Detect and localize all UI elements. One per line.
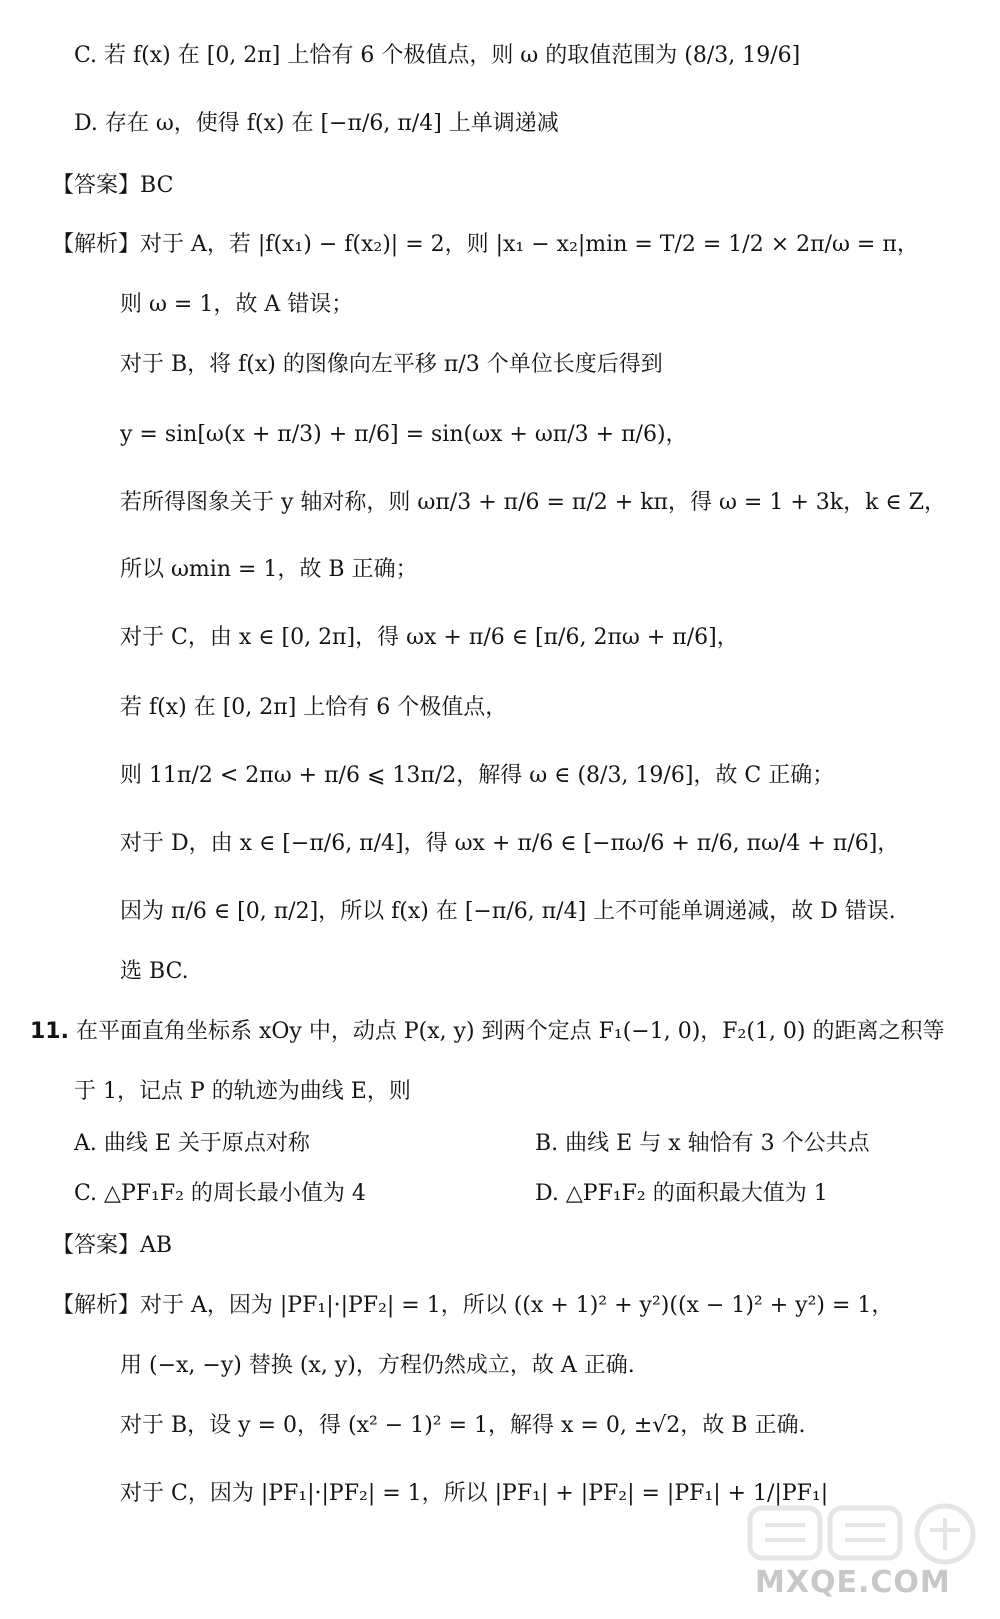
q10-answer — [52, 166, 173, 206]
analysis-text: y = sin[ω(x + π/3) + π/6] = sin(ωx + ωπ/3 + π/6)， — [120, 422, 688, 447]
q10-analysis-line-2 — [120, 345, 663, 385]
analysis-text: 所以 ωmin = 1，故 B 正确； — [120, 557, 418, 582]
analysis-text: 若 f(x) 在 [0, 2π] 上恰有 6 个极值点， — [120, 695, 508, 720]
analysis-text: 因为 π/6 ∈ [0, π/2]，所以 f(x) 在 [−π/6, π/4] 上不可能单调递减，故 D 错误. — [120, 899, 896, 924]
analysis-text: 对于 A，若 |f(x₁) − f(x₂)| = 2，则 |x₁ − x₂|min = T/2 = 1/2 × 2π/ω = π， — [140, 232, 919, 257]
answer-tag: 【答案】 — [52, 1233, 141, 1258]
q11-analysis-line-3 — [120, 1474, 828, 1514]
q10-analysis-line-8 — [120, 756, 834, 796]
analysis-text: 则 11π/2 < 2πω + π/6 ⩽ 13π/2，解得 ω ∈ (8/3, 19/6]，故 C 正确； — [120, 763, 835, 788]
analysis-tag: 【解析】 — [52, 1293, 141, 1318]
q11-option-d-text: D. △PF₁F₂ 的面积最大值为 1 — [535, 1181, 828, 1206]
q10-analysis-line-11 — [120, 952, 189, 992]
q10-option-c — [74, 36, 800, 76]
q11-stem-line-1 — [30, 1012, 945, 1052]
analysis-text: 对于 A，因为 |PF₁|·|PF₂| = 1，所以 ((x + 1)² + y²)((x − 1)² + y²) = 1， — [140, 1293, 894, 1318]
analysis-text: 对于 B，将 f(x) 的图像向左平移 π/3 个单位长度后得到 — [120, 352, 663, 377]
analysis-text: 选 BC. — [120, 959, 189, 984]
analysis-text: 用 (−x, −y) 替换 (x, y)，方程仍然成立，故 A 正确. — [120, 1353, 635, 1378]
q11-analysis-line-2 — [120, 1406, 805, 1446]
q10-analysis-line-0 — [52, 225, 919, 265]
question-number: 11. — [30, 1019, 69, 1044]
answer-value: BC — [140, 173, 174, 198]
q10-analysis-line-9 — [120, 824, 899, 864]
analysis-text: 对于 C，由 x ∈ [0, 2π]，得 ωx + π/6 ∈ [π/6, 2πω + π/6]， — [120, 625, 739, 650]
analysis-text: 对于 B，设 y = 0，得 (x² − 1)² = 1，解得 x = 0, ±√2，故 B 正确. — [120, 1413, 806, 1438]
q10-analysis-line-6 — [120, 618, 739, 658]
q10-option-d-text: D. 存在 ω，使得 f(x) 在 [−π/6, π/4] 上单调递减 — [74, 111, 559, 136]
q10-option-d — [74, 104, 559, 144]
q10-analysis-line-4 — [120, 483, 946, 523]
q11-option-a-text: A. 曲线 E 关于原点对称 — [74, 1131, 310, 1156]
q11-option-b — [535, 1124, 870, 1164]
watermark-text: MXQE.COM — [755, 1565, 951, 1600]
q11-option-a — [74, 1124, 310, 1164]
q10-analysis-line-7 — [120, 688, 507, 728]
q11-option-b-text: B. 曲线 E 与 x 轴恰有 3 个公共点 — [535, 1131, 870, 1156]
q11-analysis-line-1 — [120, 1346, 635, 1386]
q11-option-d — [535, 1174, 828, 1214]
analysis-tag: 【解析】 — [52, 232, 141, 257]
q10-analysis-line-10 — [120, 892, 896, 932]
q11-answer — [52, 1226, 172, 1266]
q10-option-c-text: C. 若 f(x) 在 [0, 2π] 上恰有 6 个极值点，则 ω 的取值范围为 (8/3, 19/6] — [74, 43, 801, 68]
answer-tag: 【答案】 — [52, 173, 141, 198]
q11-option-c-text: C. △PF₁F₂ 的周长最小值为 4 — [74, 1181, 366, 1206]
q11-stem-text: 于 1，记点 P 的轨迹为曲线 E，则 — [74, 1079, 411, 1104]
q11-analysis-line-0 — [52, 1286, 893, 1326]
q11-stem-line-2 — [74, 1072, 411, 1112]
q11-stem-text: 在平面直角坐标系 xOy 中，动点 P(x, y) 到两个定点 F₁(−1, 0)，F₂(1, 0) 的距离之积等 — [75, 1019, 945, 1044]
q10-analysis-line-1 — [120, 285, 353, 325]
q11-option-c — [74, 1174, 366, 1214]
analysis-text: 则 ω = 1，故 A 错误； — [120, 292, 354, 317]
analysis-text: 若所得图象关于 y 轴对称，则 ωπ/3 + π/6 = π/2 + kπ，得 ω = 1 + 3k，k ∈ Z， — [120, 490, 946, 515]
q10-analysis-line-3 — [120, 415, 688, 455]
analysis-text: 对于 D，由 x ∈ [−π/6, π/4]，得 ωx + π/6 ∈ [−πω/6 + π/6, πω/4 + π/6]， — [120, 831, 900, 856]
analysis-text: 对于 C，因为 |PF₁|·|PF₂| = 1，所以 |PF₁| + |PF₂| = |PF₁| + 1/|PF₁| — [120, 1481, 829, 1506]
answer-value: AB — [140, 1233, 173, 1258]
q10-analysis-line-5 — [120, 550, 418, 590]
